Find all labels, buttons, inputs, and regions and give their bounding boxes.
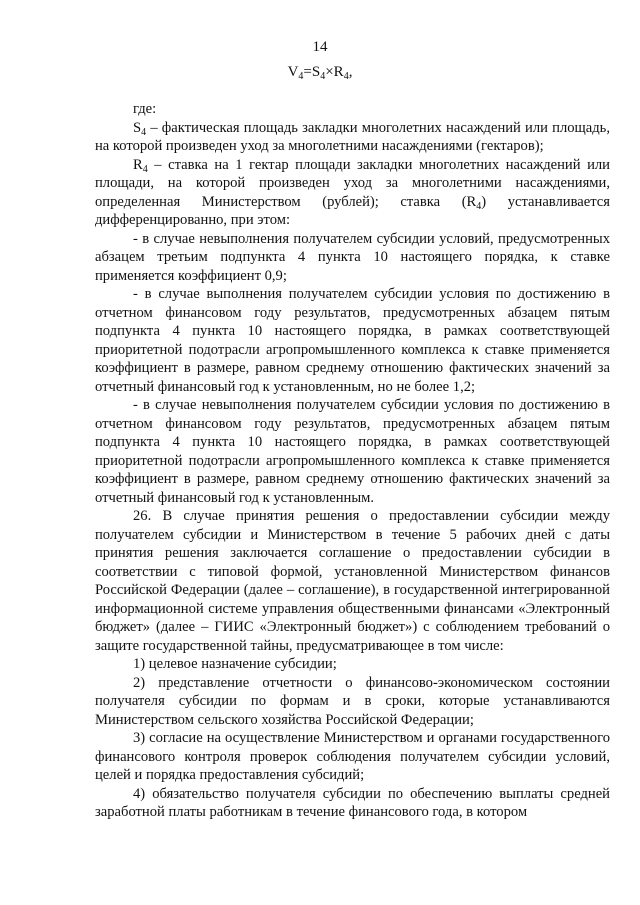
body-text — [95, 100, 610, 822]
list-item-3: 3) согласие на осуществление Министерством и органами государственного финансового контроля проверок соблюдения получателем субсидии условий, целей и порядка предоставления субсидий; — [95, 730, 610, 783]
bullet-coefficient-0-9: - в случае невыполнения получателем субсидии условий, предусмотренных абзацем третьим подпункта 4 пункта 10 настоящего порядка, к ставке применяется коэффициент 0,9; — [95, 230, 610, 284]
s4-symbol: S — [133, 119, 142, 136]
formula-tail: , — [348, 64, 353, 80]
formula-s-subscript: 4 — [320, 71, 326, 82]
bullet-coefficient-average-ratio: - в случае невыполнения получателем субсидии условия по достижению в отчетном финансовом году результатов, предусмотренных абзацем пятым подпункта 4 пункта 10 настоящего порядка, в рамках соответствующей приоритетной подотрасли агропромышленного комплекса к ставке применяется коэффициент в размере, равном среднему отношению фактических значений за отчетный финансовый год к установленным. — [95, 397, 610, 506]
formula-lhs: V — [287, 64, 299, 80]
r4-definition-a: – ставка на 1 гектар площади закладки многолетних насаждений или площади, на которой произведен уход за многолетними насаждениями, определенная Министерством (рублей); ставка (R — [95, 156, 610, 210]
formula-lhs-subscript: 4 — [298, 71, 304, 82]
formula-times: ×R — [325, 64, 344, 80]
paragraph-26: 26. В случае принятия решения о предоставлении субсидии между получателем субсидии и Министерством в течение 5 рабочих дней с даты принятия решения заключается соглашение о предоставлении субсидии в соответствии с типовой формой, установленной Министерством финансов Российской Федерации (далее – соглашение), в государственной интегрированной информационной системе управления общественными финансами «Электронный бюджет» (далее – ГИИС «Электронный бюджет») с соблюдением требований о защите государственной тайны, предусматривающее в том числе: — [95, 508, 610, 654]
r4-definition-b: ) устанавливается дифференцированно, при этом: — [95, 193, 610, 228]
s4-definition: – фактическая площадь закладки многолетних насаждений или площадь, на которой произведен уход за многолетними насаждениями (гектаров); — [95, 119, 610, 154]
formula-eq: =S — [303, 64, 321, 80]
r4-inline-subscript: 4 — [476, 200, 482, 212]
list-item-1: 1) целевое назначение субсидии; — [133, 656, 337, 672]
definition-r4 — [95, 156, 610, 230]
page-number: 14 — [312, 39, 328, 55]
list-item-2: 2) представление отчетности о финансово-экономическом состоянии получателя субсидии по формам и в сроки, которые устанавливаются Министерством сельского хозяйства Российской Федерации; — [95, 674, 610, 728]
bullet-coefficient-up-to-1-2: - в случае выполнения получателем субсидии условия по достижению в отчетном финансовом году результатов, предусмотренных абзацем пятым подпункта 4 пункта 10 настоящего порядка, в рамках соответствующей приоритетной подотрасли агропромышленного комплекса к ставке применяется коэффициент в размере, равном среднему отношению фактических значений за отчетный финансовый год к установленным, но не более 1,2; — [95, 286, 610, 395]
formula-r-subscript: 4 — [343, 71, 349, 82]
r4-symbol: R — [133, 156, 143, 173]
definition-s4 — [95, 119, 610, 156]
s4-subscript: 4 — [141, 126, 147, 138]
formula — [0, 63, 640, 81]
where-label: где: — [133, 101, 157, 117]
list-item-4: 4) обязательство получателя субсидии по обеспечению выплаты средней заработной платы работникам в течение финансового года, в котором — [95, 785, 610, 820]
r4-subscript: 4 — [142, 163, 148, 175]
